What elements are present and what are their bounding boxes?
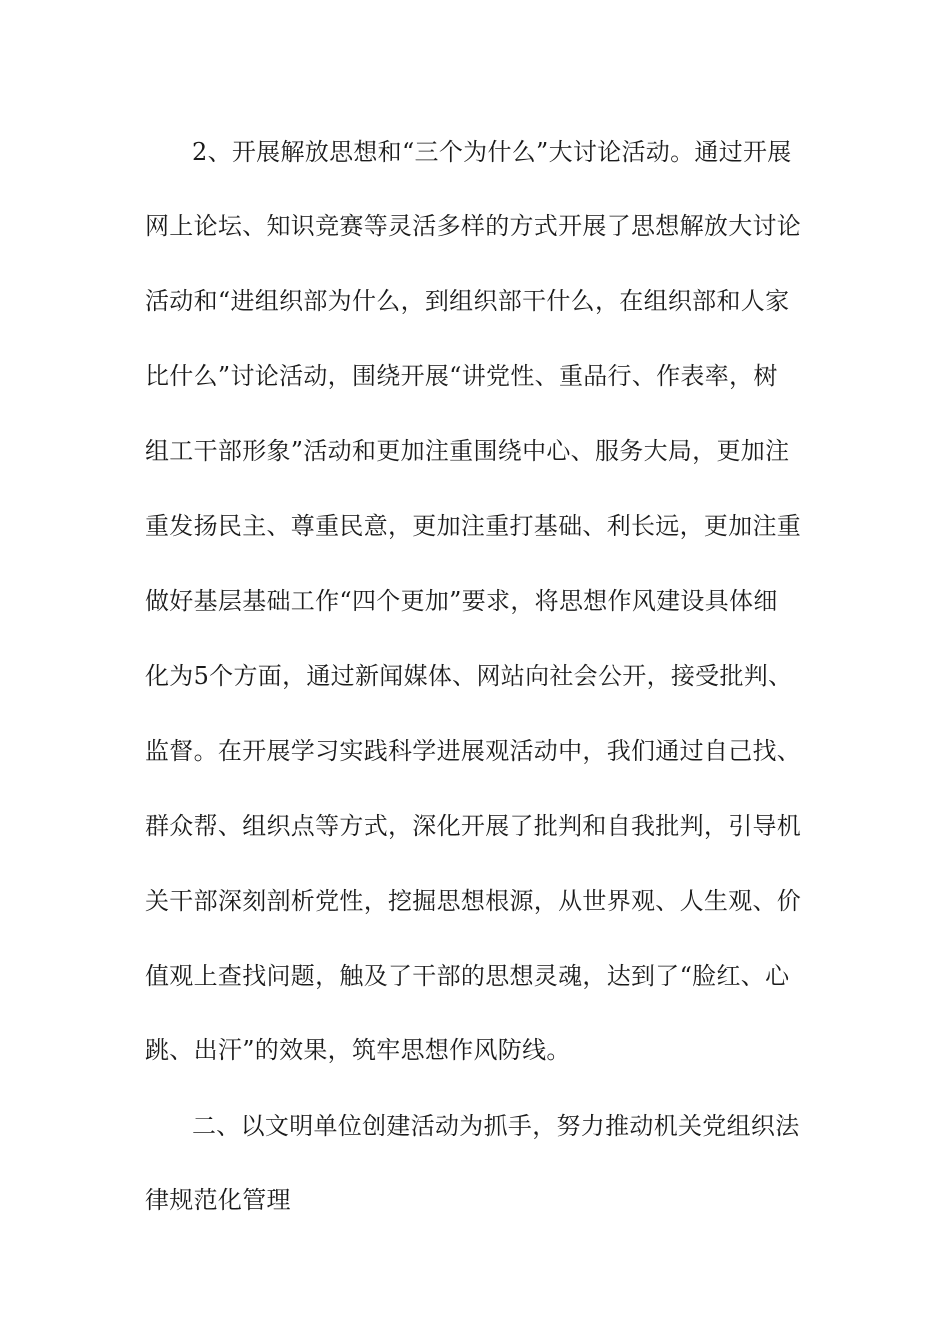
paragraph-1-line-12: 值观上查找问题，触及了干部的思想灵魂，达到了“脸红、心 <box>145 962 790 990</box>
section-heading-line-1: 二、以文明单位创建活动为抓手，努力推动机关党组织法 <box>192 1112 800 1140</box>
section-heading-line-2: 律规范化管理 <box>145 1186 291 1214</box>
paragraph-1-line-7: 做好基层基础工作“四个更加”要求，将思想作风建设具体细 <box>145 587 778 615</box>
paragraph-1-line-6: 重发扬民主、尊重民意，更加注重打基础、利长远，更加注重 <box>145 512 802 540</box>
paragraph-1-line-10: 群众帮、组织点等方式，深化开展了批判和自我批判，引导机 <box>145 812 802 840</box>
paragraph-1-line-13: 跳、出汗”的效果，筑牢思想作风防线。 <box>145 1036 571 1064</box>
paragraph-1-line-3: 活动和“进组织部为什么，到组织部干什么，在组织部和人家 <box>145 287 790 315</box>
paragraph-1-line-9: 监督。在开展学习实践科学进展观活动中，我们通过自己找、 <box>145 737 802 765</box>
paragraph-1-line-8: 化为5个方面，通过新闻媒体、网站向社会公开，接受批判、 <box>145 662 793 690</box>
paragraph-1-line-11: 关干部深刻剖析党性，挖掘思想根源，从世界观、人生观、价 <box>145 887 802 915</box>
paragraph-1-line-1: 2、开展解放思想和“三个为什么”大讨论活动。通过开展 <box>192 138 792 166</box>
paragraph-1-line-2: 网上论坛、知识竞赛等灵活多样的方式开展了思想解放大讨论 <box>145 212 802 240</box>
paragraph-1-line-4: 比什么”讨论活动，围绕开展“讲党性、重品行、作表率，树 <box>145 362 778 390</box>
paragraph-1-line-5: 组工干部形象”活动和更加注重围绕中心、服务大局，更加注 <box>145 437 790 465</box>
